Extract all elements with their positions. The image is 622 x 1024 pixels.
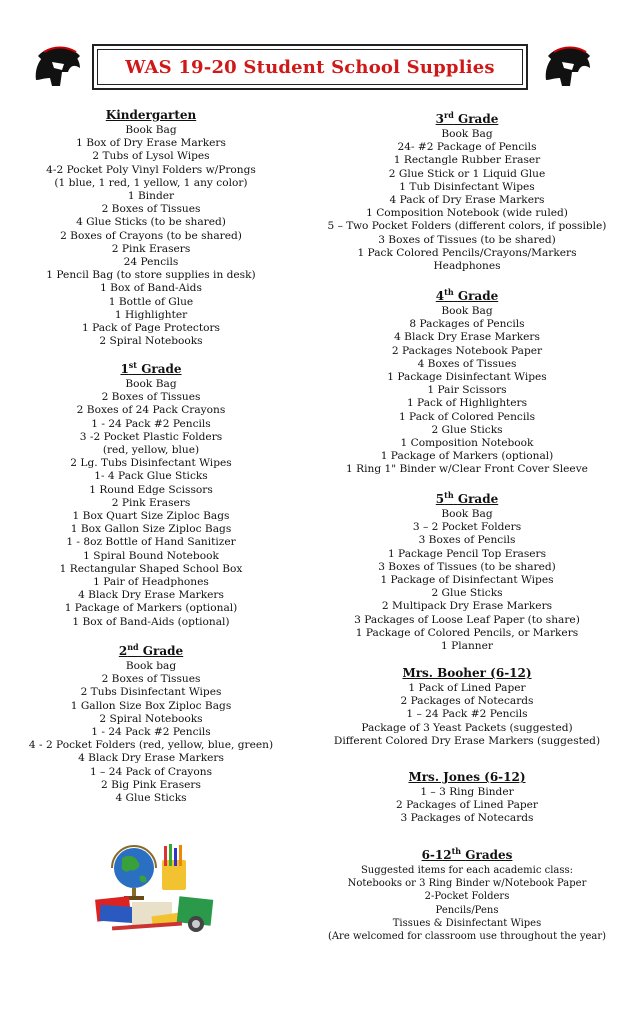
supply-item: 1 Pencil Bag (to store supplies in desk)	[46, 269, 256, 282]
supply-list	[326, 508, 608, 653]
heading-number: 6-12	[421, 848, 452, 862]
supply-item: 4 Glue Sticks (to be shared)	[76, 216, 226, 229]
grade3-section	[326, 112, 608, 273]
supply-item: 1 – 24 Pack of Crayons	[89, 765, 213, 778]
heading-ordinal: rd	[443, 110, 454, 120]
supply-list	[20, 124, 282, 348]
supply-item: 2 Big Pink Erasers	[101, 778, 201, 791]
supply-item: 2 Packages Notebook Paper	[391, 344, 543, 357]
supply-item: 1 Pack Colored Pencils/Crayons/Markers	[357, 246, 577, 259]
supply-item: 1 - 24 Pack #2 Pencils	[91, 417, 211, 430]
supply-item: 1 Pack of Page Protectors	[81, 322, 220, 335]
supply-item: (Are welcomed for classroom use throughout the year)	[327, 931, 607, 943]
supply-item: 1 Highlighter	[114, 308, 188, 321]
supply-item: 1 Box of Band-Aids	[100, 282, 202, 295]
grade2-section	[20, 644, 282, 805]
section-heading	[20, 644, 282, 659]
supply-item: 2 Boxes of Crayons (to be shared)	[60, 229, 242, 242]
supply-item: 2 Tubs Disinfectant Wipes	[80, 686, 222, 699]
supply-item: 1 Package Pencil Top Erasers	[387, 547, 547, 560]
supply-list	[326, 786, 608, 826]
supply-item: Book Bag	[441, 305, 493, 317]
jones-section	[326, 770, 608, 826]
heading-number: 2	[118, 644, 128, 658]
supply-item: 3 Boxes of Pencils	[418, 534, 516, 547]
grades612-section	[326, 848, 608, 943]
supply-item: 1 Box Gallon Size Ziploc Bags	[70, 523, 232, 536]
supply-item: 1 Rectangular Shaped School Box	[59, 562, 243, 575]
supply-item: 1 Composition Notebook	[400, 437, 534, 450]
supply-item: 2 Spiral Notebooks	[99, 712, 203, 725]
supply-item: 1 Gallon Size Box Ziploc Bags	[70, 699, 232, 712]
supply-item: 1 Pair Scissors	[427, 384, 507, 397]
supply-item: (red, yellow, blue)	[102, 444, 200, 457]
title-inner-border	[97, 49, 523, 85]
supply-item: 2 Glue Stick or 1 Liquid Glue	[388, 167, 546, 180]
section-heading	[326, 848, 608, 863]
supply-item: 1 Box Quart Size Ziploc Bags	[72, 510, 230, 523]
supply-item: 2 Boxes of Tissues	[101, 203, 201, 216]
supply-item: 1 Pair of Headphones	[93, 576, 209, 589]
supply-item: 1 Pack of Colored Pencils	[398, 410, 536, 423]
supply-item: 24- #2 Package of Pencils	[397, 141, 537, 154]
supply-item: 2 Spiral Notebooks	[99, 335, 203, 348]
section-heading: Mrs. Jones (6-12)	[408, 770, 526, 784]
supply-list	[20, 378, 282, 629]
heading-ordinal: nd	[127, 642, 139, 652]
supply-item: 1 Spiral Bound Notebook	[83, 549, 219, 562]
supply-item: 1 Package of Disinfectant Wipes	[380, 574, 554, 587]
supply-item: 1- 4 Pack Glue Sticks	[94, 470, 208, 483]
supply-item: Headphones	[433, 260, 501, 273]
supply-item: 1 Package Disinfectant Wipes	[387, 371, 547, 384]
supply-item: 3 Packages of Notecards	[400, 812, 534, 825]
supply-item: 4 - 2 Pocket Folders (red, yellow, blue, green)	[28, 739, 274, 752]
supply-item: 1 Pack of Lined Paper	[408, 682, 526, 694]
supply-item: Book Bag	[441, 128, 493, 140]
supply-item: 2 Glue Sticks	[431, 423, 503, 436]
supply-item: 4 Black Dry Erase Markers	[394, 331, 540, 344]
supply-item: Tissues & Disinfectant Wipes	[392, 917, 542, 929]
supply-item: 2 Boxes of Tissues	[101, 391, 201, 404]
supply-item: 1 Box of Dry Erase Markers	[76, 137, 226, 150]
supply-item: 4 Pack of Dry Erase Markers	[389, 194, 545, 207]
warrior-helmet-logo-icon	[540, 42, 592, 90]
supply-item: 2 Boxes of Tissues	[101, 673, 201, 686]
supply-item: 24 Pencils	[123, 256, 179, 269]
heading-number: 5	[435, 492, 445, 506]
title-banner	[92, 44, 528, 90]
supply-item: 1 Round Edge Scissors	[89, 483, 213, 496]
supply-item: 2 Packages of Lined Paper	[395, 799, 538, 812]
supply-list	[326, 305, 608, 477]
booher-section	[326, 666, 608, 748]
supply-item: 3 Packages of Loose Leaf Paper (to share)	[354, 613, 580, 626]
supply-item: 4 Boxes of Tissues	[417, 357, 517, 370]
supply-list	[326, 128, 608, 273]
supply-item: 1 Package of Colored Pencils, or Markers	[355, 626, 579, 639]
supply-item: 2 Multipack Dry Erase Markers	[381, 600, 553, 613]
supply-list	[326, 864, 608, 943]
supply-item: 2 Glue Sticks	[431, 587, 503, 600]
section-heading	[326, 112, 608, 127]
grade4-section	[326, 289, 608, 477]
supply-item: 4 Black Dry Erase Markers	[78, 752, 224, 765]
supply-item: Book Bag	[441, 508, 493, 520]
heading-word: Grades	[465, 848, 513, 862]
heading-word: Grade	[457, 289, 499, 303]
supply-item: 1 Package of Markers (optional)	[380, 450, 554, 463]
supply-item: 3 Boxes of Tissues (to be shared)	[378, 560, 556, 573]
section-heading	[20, 362, 282, 377]
supply-item: 1 Package of Markers (optional)	[64, 602, 238, 615]
heading-ordinal: th	[444, 287, 454, 297]
supply-item: 1 – 24 Pack #2 Pencils	[406, 708, 528, 721]
supply-item: Pencils/Pens	[435, 904, 499, 916]
supply-item: 1 Rectangle Rubber Eraser	[393, 154, 541, 167]
supply-item: Different Colored Dry Erase Markers (suggested)	[333, 734, 601, 747]
supply-item: 2 Boxes of 24 Pack Crayons	[76, 404, 226, 417]
section-heading: Kindergarten	[105, 108, 197, 122]
supply-item: 3 -2 Pocket Plastic Folders	[79, 430, 223, 443]
heading-word: Grade	[141, 362, 182, 376]
supply-item: 2 Pink Erasers	[111, 242, 191, 255]
supply-item: 2 Tubs of Lysol Wipes	[92, 150, 210, 163]
page-title: WAS 19-20 Student School Supplies	[125, 56, 495, 78]
supply-item: 1 - 24 Pack #2 Pencils	[91, 726, 211, 739]
supply-item: Book Bag	[125, 378, 177, 390]
heading-word: Grade	[142, 644, 184, 658]
heading-ordinal: st	[128, 360, 137, 370]
heading-ordinal: th	[451, 846, 462, 856]
supply-item: 2 Lg. Tubs Disinfectant Wipes	[70, 457, 232, 470]
supply-list	[20, 660, 282, 805]
supply-list	[326, 682, 608, 748]
supply-item: 1 Planner	[441, 640, 493, 653]
supply-item: 1 Bottle of Glue	[108, 295, 194, 308]
supply-item: 2 Packages of Notecards	[400, 695, 534, 708]
supply-item: 1 Pack of Highlighters	[406, 397, 528, 410]
supply-item: 2 Pink Erasers	[111, 496, 191, 509]
supply-item: Package of 3 Yeast Packets (suggested)	[361, 721, 573, 734]
supply-item: Book bag	[125, 660, 177, 672]
grade5-section	[326, 492, 608, 653]
supply-item: 1 Binder	[127, 190, 175, 203]
supply-item: Suggested items for each academic class:	[360, 865, 574, 876]
supply-item: Book Bag	[125, 124, 177, 136]
supply-item: 5 – Two Pocket Folders (different colors, if possible)	[327, 220, 607, 233]
warrior-helmet-logo-icon	[30, 42, 82, 90]
supply-item: 1 – 3 Ring Binder	[420, 786, 514, 798]
supply-item: (1 blue, 1 red, 1 yellow, 1 any color)	[54, 176, 248, 189]
supply-item: 1 Tub Disinfectant Wipes	[399, 180, 535, 193]
section-heading	[326, 289, 608, 304]
heading-word: Grade	[457, 492, 499, 506]
supply-item: 8 Packages of Pencils	[409, 318, 525, 331]
supply-item: 1 Ring 1" Binder w/Clear Front Cover Sleeve	[346, 463, 588, 476]
supply-item: 1 Box of Band-Aids (optional)	[72, 615, 230, 628]
heading-ordinal: th	[444, 490, 454, 500]
supply-item: Notebooks or 3 Ring Binder w/Notebook Paper	[347, 878, 587, 890]
supply-item: 4-2 Pocket Poly Vinyl Folders w/Prongs	[46, 163, 256, 176]
supply-item: 1 Composition Notebook (wide ruled)	[366, 207, 568, 220]
heading-number: 1	[120, 362, 129, 376]
school-supplies-clipart-icon	[92, 840, 220, 936]
heading-number: 4	[435, 289, 445, 303]
section-heading: Mrs. Booher (6-12)	[402, 666, 532, 680]
supply-item: 4 Black Dry Erase Markers	[78, 589, 224, 602]
heading-number: 3	[435, 112, 444, 126]
supply-item: 3 Boxes of Tissues (to be shared)	[378, 233, 556, 246]
heading-word: Grade	[457, 112, 499, 126]
supply-item: 3 – 2 Pocket Folders	[412, 521, 522, 534]
section-heading	[326, 492, 608, 507]
grade1-section	[20, 362, 282, 629]
supply-item: 4 Glue Sticks	[115, 792, 187, 805]
supply-item: 1 - 8oz Bottle of Hand Sanitizer	[66, 536, 236, 549]
kindergarten-section	[20, 108, 282, 348]
supply-item: 2-Pocket Folders	[424, 891, 510, 903]
